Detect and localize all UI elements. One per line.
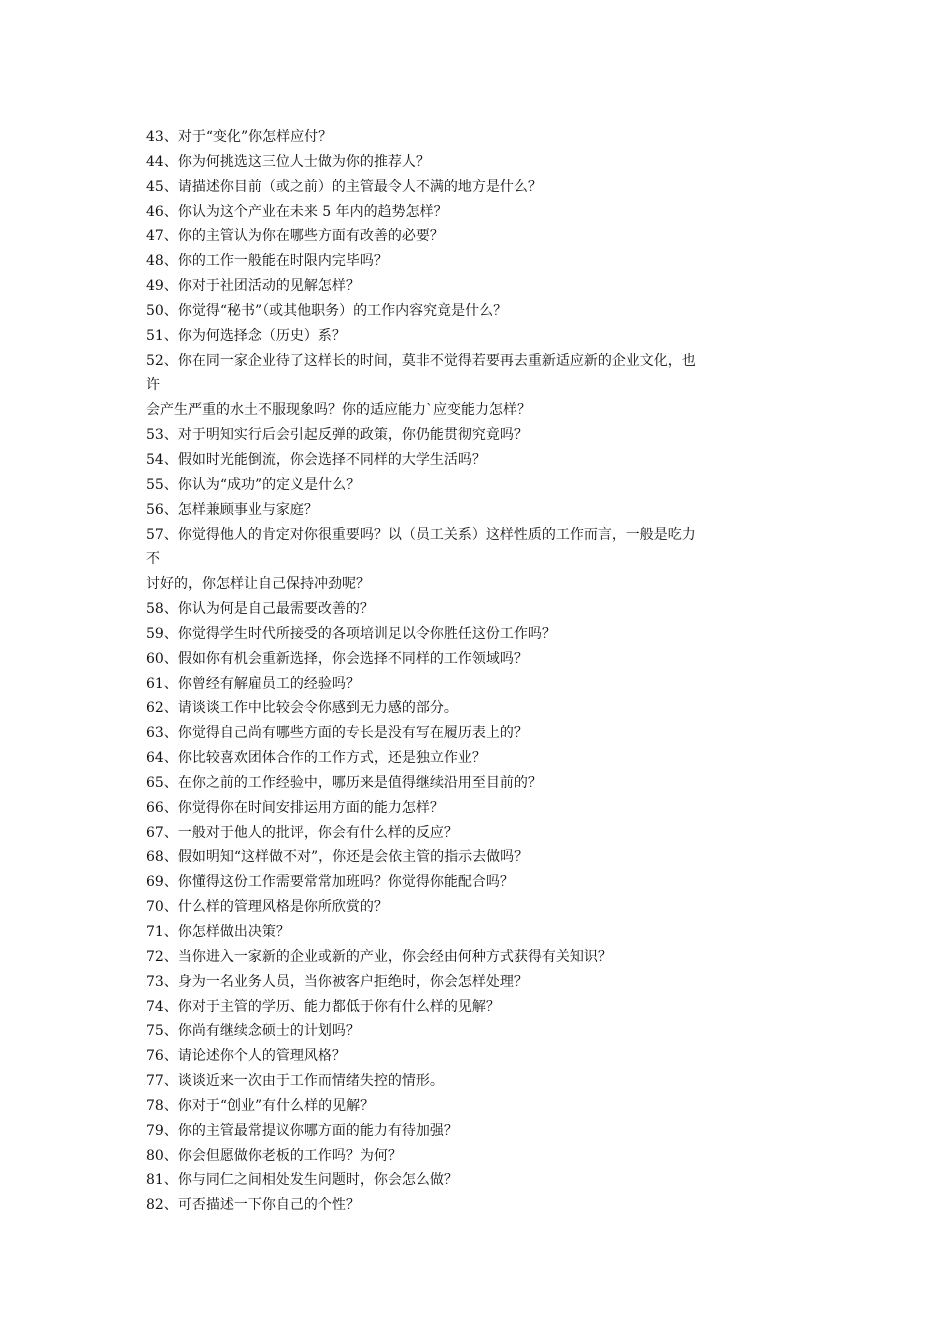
text-line: 讨好的，你怎样让自己保持冲劲呢？: [146, 576, 370, 593]
text-line: 51、你为何选择念（历史）系？: [146, 327, 346, 344]
text-line: 50、你觉得“秘书”（或其他职务）的工作内容究竟是什么？: [146, 302, 508, 319]
text-line: 45、请描述你目前（或之前）的主管最令人不满的地方是什么？: [146, 178, 542, 195]
text-line: 49、你对于社团活动的见解怎样？: [146, 278, 360, 295]
text-line: 72、当你进入一家新的企业或新的产业，你会经由何种方式获得有关知识？: [146, 948, 612, 965]
text-line: 74、你对于主管的学历、能力都低于你有什么样的见解？: [146, 998, 500, 1015]
text-line: 75、你尚有继续念硕士的计划吗？: [146, 1023, 360, 1040]
text-line: 会产生严重的水土不服现象吗？你的适应能力`应变能力怎样？: [146, 402, 531, 419]
text-line: 66、你觉得你在时间安排运用方面的能力怎样？: [146, 799, 444, 816]
text-line: 63、你觉得自己尚有哪些方面的专长是没有写在履历表上的？: [146, 725, 528, 742]
text-line: 48、你的工作一般能在时限内完毕吗？: [146, 253, 388, 270]
text-line: 58、你认为何是自己最需要改善的？: [146, 601, 374, 618]
text-line: 81、你与同仁之间相处发生问题时，你会怎么做？: [146, 1172, 458, 1189]
text-line: 62、请谈谈工作中比较会令你感到无力感的部分。: [146, 700, 458, 717]
text-line: 44、你为何挑选这三位人士做为你的推荐人？: [146, 153, 430, 170]
question-list: [146, 125, 816, 1218]
text-line: 47、你的主管认为你在哪些方面有改善的必要？: [146, 228, 444, 245]
text-line: 53、对于明知实行后会引起反弹的政策，你仍能贯彻究竟吗？: [146, 427, 528, 444]
text-line: 71、你怎样做出决策？: [146, 924, 290, 940]
text-line: 56、怎样兼顾事业与家庭？: [146, 501, 318, 518]
text-line: 68、假如明知“这样做不对”，你还是会依主管的指示去做吗？: [146, 849, 529, 866]
text-line: 46、你认为这个产业在未来 5 年内的趋势怎样？: [146, 203, 448, 220]
text-line: 54、假如时光能倒流，你会选择不同样的大学生活吗？: [146, 451, 486, 468]
text-line: 67、一般对于他人的批评，你会有什么样的反应？: [146, 824, 458, 841]
text-line: 64、你比较喜欢团体合作的工作方式，还是独立作业？: [146, 750, 486, 767]
text-line: 79、你的主管最常提议你哪方面的能力有待加强？: [146, 1122, 458, 1139]
text-line: 69、你懂得这份工作需要常常加班吗？你觉得你能配合吗？: [146, 874, 514, 891]
text-line: 78、你对于“创业”有什么样的见解？: [146, 1097, 375, 1114]
text-line: 43、对于“变化”你怎样应付？: [146, 129, 333, 145]
text-line: 不: [146, 551, 160, 568]
text-line: 70、什么样的管理风格是你所欣赏的？: [146, 899, 388, 916]
text-line: 60、假如你有机会重新选择，你会选择不同样的工作领域吗？: [146, 650, 528, 667]
text-line: 61、你曾经有解雇员工的经验吗？: [146, 675, 360, 692]
text-line: 55、你认为“成功”的定义是什么？: [146, 476, 361, 493]
text-line: 57、你觉得他人的肯定对你很重要吗？以（员工关系）这样性质的工作而言，一般是吃力: [146, 526, 696, 543]
text-line: 80、你会但愿做你老板的工作吗？为何？: [146, 1147, 402, 1164]
text-line: 82、可否描述一下你自己的个性？: [146, 1197, 360, 1214]
text-line: 76、请论述你个人的管理风格？: [146, 1048, 346, 1065]
text-line: 59、你觉得学生时代所接受的各项培训足以令你胜任这份工作吗？: [146, 625, 556, 642]
text-line: 许: [146, 377, 160, 394]
text-line: 65、在你之前的工作经验中，哪历来是值得继续沿用至目前的？: [146, 774, 542, 791]
text-line: 52、你在同一家企业待了这样长的时间，莫非不觉得若要再去重新适应新的企业文化，也: [146, 352, 696, 369]
text-line: 77、谈谈近来一次由于工作而情绪失控的情形。: [146, 1073, 444, 1090]
text-line: 73、身为一名业务人员，当你被客户拒绝时，你会怎样处理？: [146, 973, 528, 990]
